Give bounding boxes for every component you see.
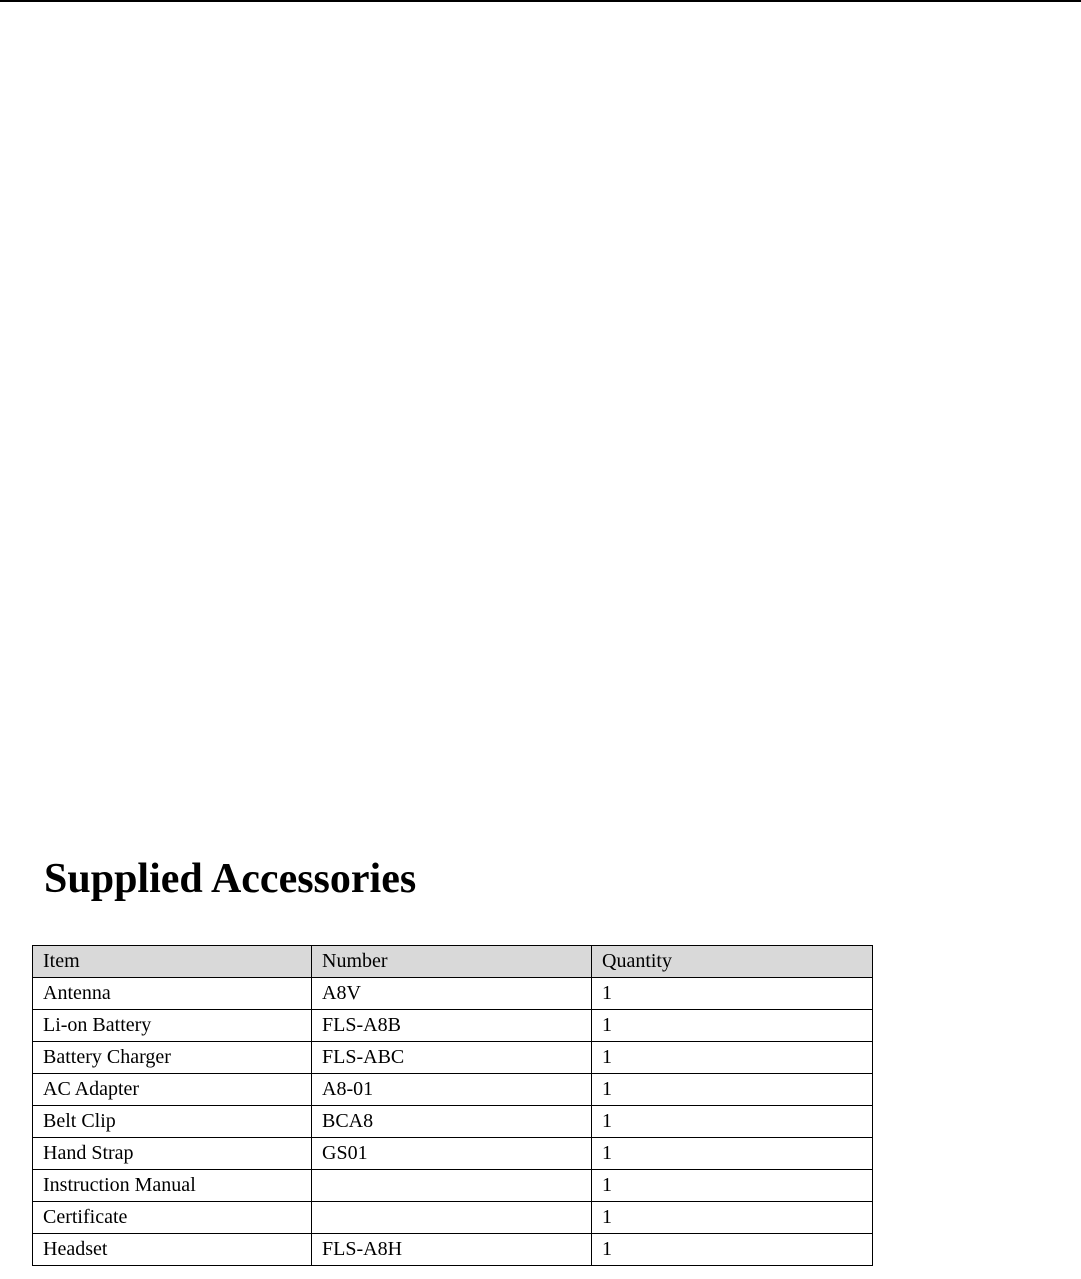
table-header-row bbox=[33, 946, 873, 978]
cell-quantity: 1 bbox=[592, 1074, 873, 1106]
cell-quantity: 1 bbox=[592, 1106, 873, 1138]
cell-item: AC Adapter bbox=[33, 1074, 312, 1106]
table-row bbox=[33, 1074, 873, 1106]
table-row bbox=[33, 1106, 873, 1138]
cell-quantity: 1 bbox=[592, 1010, 873, 1042]
table-row bbox=[33, 1170, 873, 1202]
cell-number: FLS-ABC bbox=[312, 1042, 592, 1074]
cell-number: A8-01 bbox=[312, 1074, 592, 1106]
cell-quantity: 1 bbox=[592, 978, 873, 1010]
header-item: Item bbox=[33, 946, 312, 978]
supplied-accessories-section bbox=[0, 840, 1081, 1279]
cell-number: BCA8 bbox=[312, 1106, 592, 1138]
section-title: Supplied Accessories bbox=[44, 856, 417, 902]
cell-number bbox=[312, 1202, 592, 1234]
table-row bbox=[33, 1202, 873, 1234]
cell-quantity: 1 bbox=[592, 1202, 873, 1234]
cell-item: Antenna bbox=[33, 978, 312, 1010]
header-number: Number bbox=[312, 946, 592, 978]
table-row bbox=[33, 1010, 873, 1042]
table-row bbox=[33, 1234, 873, 1266]
cell-item: Certificate bbox=[33, 1202, 312, 1234]
header-quantity: Quantity bbox=[592, 946, 873, 978]
cell-item: Headset bbox=[33, 1234, 312, 1266]
cell-item: Battery Charger bbox=[33, 1042, 312, 1074]
cell-item: Hand Strap bbox=[33, 1138, 312, 1170]
table-row bbox=[33, 978, 873, 1010]
cell-item: Belt Clip bbox=[33, 1106, 312, 1138]
cell-number: GS01 bbox=[312, 1138, 592, 1170]
cell-number: A8V bbox=[312, 978, 592, 1010]
accessories-table bbox=[32, 945, 873, 1266]
cell-quantity: 1 bbox=[592, 1138, 873, 1170]
cell-number: FLS-A8H bbox=[312, 1234, 592, 1266]
top-border-line bbox=[0, 0, 1081, 2]
cell-quantity: 1 bbox=[592, 1042, 873, 1074]
table-row bbox=[33, 1042, 873, 1074]
cell-item: Instruction Manual bbox=[33, 1170, 312, 1202]
cell-item: Li-on Battery bbox=[33, 1010, 312, 1042]
cell-quantity: 1 bbox=[592, 1234, 873, 1266]
cell-number: FLS-A8B bbox=[312, 1010, 592, 1042]
cell-number bbox=[312, 1170, 592, 1202]
cell-quantity: 1 bbox=[592, 1170, 873, 1202]
table-row bbox=[33, 1138, 873, 1170]
